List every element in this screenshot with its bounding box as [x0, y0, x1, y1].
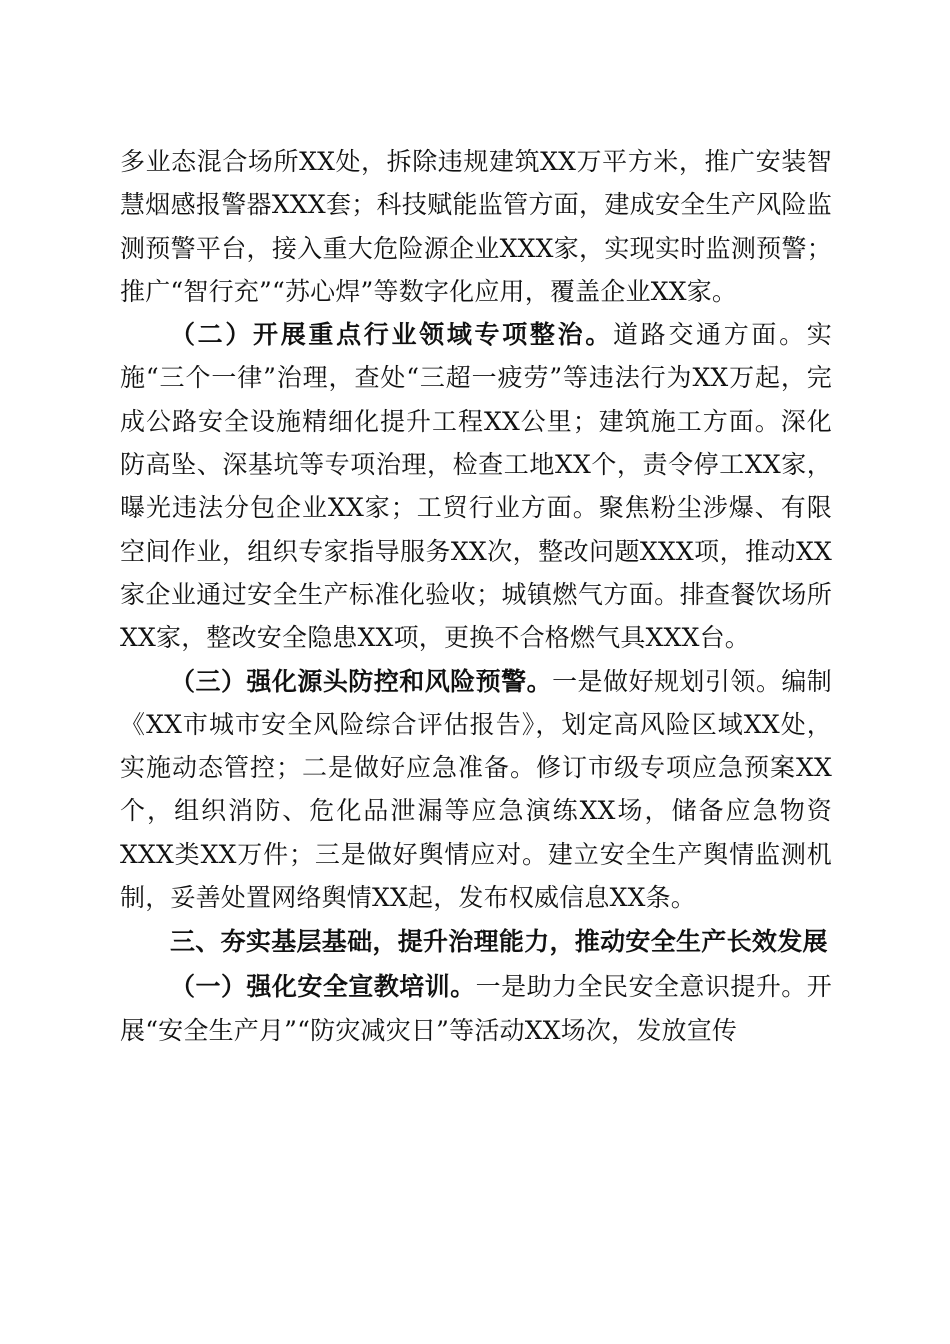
paragraph-text: 多业态混合场所XX处，拆除违规建筑XX万平方米，推广安装智慧烟感报警器XXX套；科技赋能监管方面，建成安全生产风险监测预警平台，接入重大危险源企业XXX家，实现实时监测预警；推广“智行充”“苏心焊”等数字化应用，覆盖企业XX家。 — [120, 147, 832, 306]
section-paragraph-4 — [120, 965, 832, 1052]
paragraph-text: 道路交通方面。实施“三个一律”治理，查处“三超一疲劳”等违法行为XX万起，完成公路安全设施精细化提升工程XX公里；建筑施工方面。深化防高坠、深基坑等专项治理，检查工地XX个，责令停工XX家，曝光违法分包企业XX家；工贸行业方面。聚焦粉尘涉爆、有限空间作业，组织专家指导服务XX次，整改问题XXX项，推动XX家企业通过安全生产标准化验收；城镇燃气方面。排查餐饮场所XX家，整改安全隐患XX项，更换不合格燃气具XXX台。 — [120, 320, 832, 653]
subsection-lead: （二）开展重点行业领域专项整治。 — [170, 320, 613, 350]
section-paragraph-3 — [120, 660, 832, 920]
section-heading: 三、夯实基层基础，提升治理能力，推动安全生产长效发展 — [170, 927, 828, 957]
document-page — [120, 140, 832, 1052]
paragraph-text: 一是做好规划引领。编制《XX市城市安全风险综合评估报告》，划定高风险区域XX处，实施动态管控；二是做好应急准备。修订市级专项应急预案XX个，组织消防、危化品泄漏等应急演练XX场，储备应急物资XXX类XX万件；三是做好舆情应对。建立安全生产舆情监测机制，妥善处置网络舆情XX起，发布权威信息XX条。 — [120, 666, 832, 913]
subsection-lead: （三）强化源头防控和风险预警。 — [170, 666, 553, 696]
section-paragraph-2 — [120, 313, 832, 659]
paragraph-text: 一是助力全民安全意识提升。开展“安全生产月”“防灾减灾日”等活动XX场次，发放宣传 — [120, 972, 832, 1045]
body-paragraph — [120, 140, 832, 313]
subsection-lead: （一）强化安全宣教培训。 — [170, 972, 476, 1002]
